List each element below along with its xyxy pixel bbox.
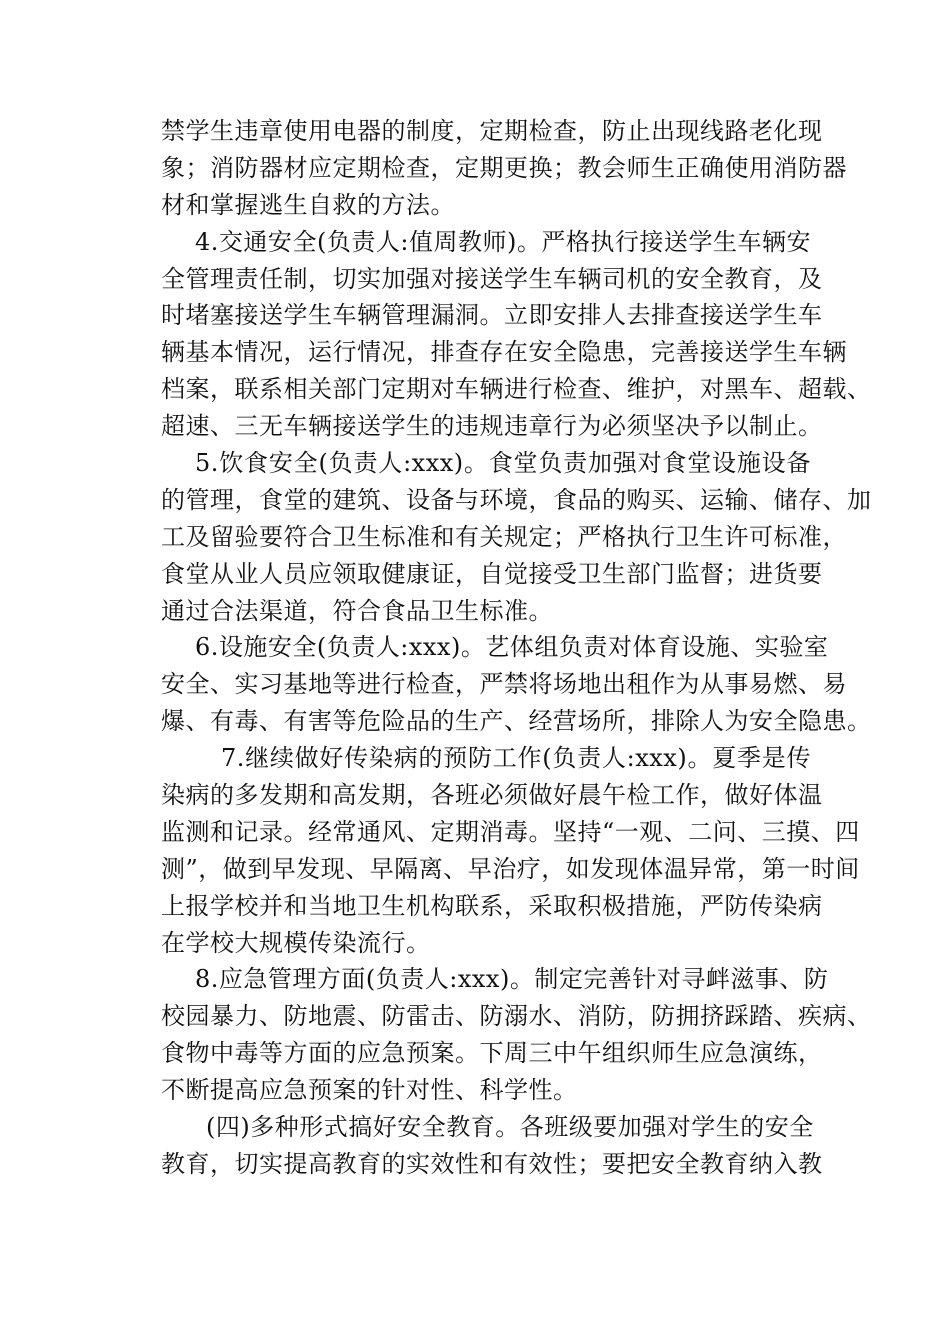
text-line: 不断提高应急预案的针对性、科学性。 — [161, 1076, 578, 1105]
text-line: 的管理，食堂的建筑、设备与环境，食品的购买、运输、储存、加 — [161, 485, 872, 514]
paragraph — [161, 113, 847, 224]
text-line: 食堂从业人员应领取健康证，自觉接受卫生部门监督；进货要 — [161, 559, 823, 588]
text-line: 5.饮食安全(负责人:xxx)。食堂负责加强对食堂设施设备 — [195, 449, 811, 478]
paragraph — [161, 740, 860, 961]
text-line: 8.应急管理方面(负责人:xxx)。制定完善针对寻衅滋事、防 — [195, 965, 829, 994]
text-line: 4.交通安全(负责人:值周教师)。严格执行接送学生车辆安 — [195, 227, 811, 256]
text-line: 档案，联系相关部门定期对车辆进行检查、维护，对黑车、超载、 — [161, 375, 872, 404]
paragraph — [161, 445, 872, 629]
text-line: 辆基本情况，运行情况，排查存在安全隐患，完善接送学生车辆 — [161, 338, 847, 367]
text-line: 7.继续做好传染病的预防工作(负责人:xxx)。夏季是传 — [221, 744, 811, 773]
text-line: 上报学校并和当地卫生机构联系，采取积极措施，严防传染病 — [161, 891, 823, 920]
text-line: 禁学生违章使用电器的制度，定期检查，防止出现线路老化现 — [161, 117, 823, 145]
text-line: 材和掌握逃生自救的方法。 — [161, 190, 455, 219]
text-line: 时堵塞接送学生车辆管理漏洞。立即安排人去排查接送学生车 — [161, 301, 823, 330]
text-line: 6.设施安全(负责人:xxx)。艺体组负责对体育设施、实验室 — [195, 633, 829, 662]
paragraph — [161, 629, 872, 740]
text-line: 超速、三无车辆接送学生的违规违章行为必须坚决予以制止。 — [161, 412, 823, 441]
text-line: 监测和记录。经常通风、定期消毒。坚持“一观、二问、三摸、四 — [161, 817, 860, 846]
text-line: 工及留验要符合卫生标准和有关规定；严格执行卫生许可标准， — [161, 522, 847, 551]
text-line: 象；消防器材应定期检查，定期更换；教会师生正确使用消防器 — [161, 153, 847, 182]
document-body — [161, 113, 872, 1183]
text-line: 安全、实习基地等进行检查，严禁将场地出租作为从事易燃、易 — [161, 670, 847, 699]
text-line: (四)多种形式搞好安全教育。各班级要加强对学生的安全 — [206, 1113, 814, 1142]
paragraph — [161, 961, 872, 1109]
text-line: 校园暴力、防地震、防雷击、防溺水、消防，防拥挤踩踏、疾病、 — [161, 1002, 872, 1031]
text-line: 测”，做到早发现、早隔离、早治疗，如发现体温异常，第一时间 — [161, 854, 860, 883]
paragraph — [161, 1109, 823, 1183]
paragraph — [161, 224, 872, 445]
text-line: 食物中毒等方面的应急预案。下周三中午组织师生应急演练， — [161, 1039, 823, 1068]
text-line: 在学校大规模传染流行。 — [161, 928, 431, 957]
text-line: 染病的多发期和高发期，各班必须做好晨午检工作，做好体温 — [161, 781, 823, 810]
text-line: 全管理责任制，切实加强对接送学生车辆司机的安全教育，及 — [161, 264, 823, 293]
text-line: 爆、有毒、有害等危险品的生产、经营场所，排除人为安全隐患。 — [161, 707, 872, 736]
text-line: 教育，切实提高教育的实效性和有效性；要把安全教育纳入教 — [161, 1149, 823, 1178]
text-line: 通过合法渠道，符合食品卫生标准。 — [161, 596, 553, 625]
